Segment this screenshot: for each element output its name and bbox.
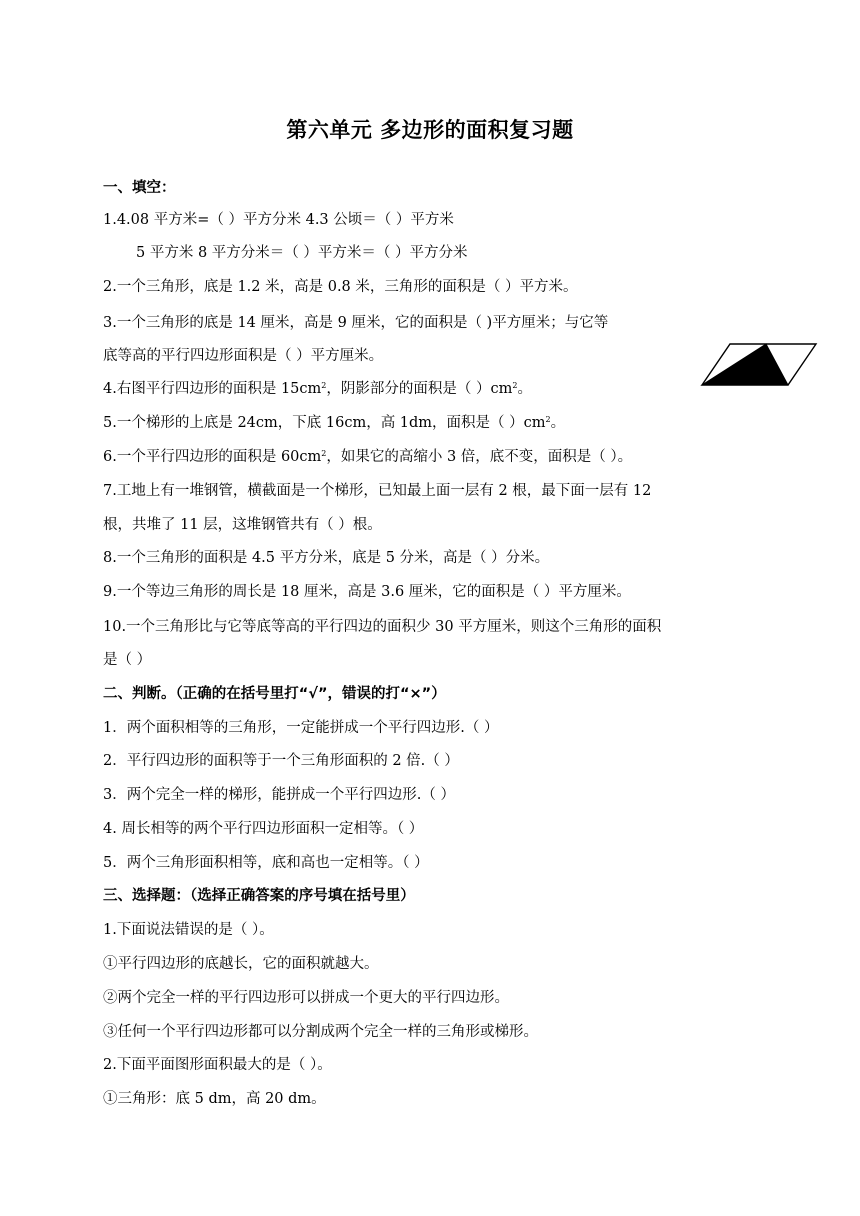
superscript-2: 2 xyxy=(321,449,327,458)
question-5-text-a: 5.一个梯形的上底是 24cm，下底 16cm，高 1dm，面积是（ ）cm xyxy=(103,415,546,431)
question-10-line-2: 是（ ） xyxy=(103,652,152,668)
judgement-item-5: 5．两个三角形面积相等，底和高也一定相等。（ ） xyxy=(103,855,429,871)
question-4-text-b: ，阴影部分的面积是（ ）cm xyxy=(326,381,513,397)
question-7-line-1: 7.工地上有一堆钢管，横截面是一个梯形，已知最上面一层有 2 根，最下面一层有 12 xyxy=(103,483,652,499)
superscript-2: 2 xyxy=(321,381,327,390)
question-5-text-b: 。 xyxy=(550,415,566,431)
choice-2-option-1: ①三角形：底 5 dm，高 20 dm。 xyxy=(103,1091,326,1107)
choice-question-2: 2.下面平面图形面积最大的是（ ）。 xyxy=(103,1057,332,1073)
superscript-2: 2 xyxy=(512,381,518,390)
question-3-line-1: 3.一个三角形的底是 14 厘米，高是 9 厘米，它的面积是（ )平方厘米；与它等 xyxy=(103,315,609,331)
section-heading-fill-blanks: 一、填空： xyxy=(103,180,176,196)
superscript-2: 2 xyxy=(545,415,551,424)
judgement-item-2: 2．平行四边形的面积等于一个三角形面积的 2 倍.（ ） xyxy=(103,753,459,769)
question-1-part-a: 1.4.08 平方米=（ ）平方分米 4.3 公顷＝（ ）平方米 xyxy=(103,212,454,228)
question-1-part-b: 5 平方米 8 平方分米＝（ ）平方米＝（ ）平方分米 xyxy=(136,245,468,261)
question-4-text-c: 。 xyxy=(517,381,532,397)
question-5 xyxy=(103,413,565,433)
question-8: 8.一个三角形的面积是 4.5 平方分米，底是 5 分米，高是（ ）分米。 xyxy=(103,550,550,566)
judgement-item-4: 4. 周长相等的两个平行四边形面积一定相等。（ ） xyxy=(103,821,424,837)
parallelogram-figure xyxy=(700,343,818,387)
question-10-line-1: 10.一个三角形比与它等底等高的平行四边的面积少 30 平方厘米，则这个三角形的面积 xyxy=(103,619,662,635)
choice-1-option-3: ③任何一个平行四边形都可以分割成两个完全一样的三角形或梯形。 xyxy=(103,1024,538,1040)
question-4-text-a: 4.右图平行四边形的面积是 15cm xyxy=(103,381,322,397)
page-title: 第六单元 多边形的面积复习题 xyxy=(286,118,574,142)
choice-1-option-2: ②两个完全一样的平行四边形可以拼成一个更大的平行四边形。 xyxy=(103,990,509,1006)
question-6-text-b: ，如果它的高缩小 3 倍，底不变，面积是（ ）。 xyxy=(326,449,633,465)
choice-1-option-1: ①平行四边形的底越长，它的面积就越大。 xyxy=(103,956,379,972)
section-heading-multiple-choice: 三、选择题：（选择正确答案的序号填在括号里） xyxy=(103,888,415,904)
judgement-item-3: 3．两个完全一样的梯形，能拼成一个平行四边形.（ ） xyxy=(103,787,455,803)
choice-question-1: 1.下面说法错误的是（ ）。 xyxy=(103,922,274,938)
question-7-line-2: 根，共堆了 11 层，这堆钢管共有（ ）根。 xyxy=(103,517,382,533)
question-4 xyxy=(103,379,532,399)
question-3-line-2: 底等高的平行四边形面积是（ ）平方厘米。 xyxy=(103,348,384,364)
shaded-triangle xyxy=(702,344,788,385)
question-6-text-a: 6.一个平行四边形的面积是 60cm xyxy=(103,449,322,465)
question-2: 2.一个三角形，底是 1.2 米，高是 0.8 米，三角形的面积是（ ）平方米。 xyxy=(103,279,578,295)
question-6 xyxy=(103,447,632,467)
judgement-item-1: 1．两个面积相等的三角形，一定能拼成一个平行四边形.（ ） xyxy=(103,720,499,736)
section-heading-true-false: 二、判断。（正确的在括号里打“√”，错误的打“×”） xyxy=(103,686,446,702)
question-9: 9.一个等边三角形的周长是 18 厘米，高是 3.6 厘米，它的面积是（ ）平方厘米。 xyxy=(103,584,631,600)
